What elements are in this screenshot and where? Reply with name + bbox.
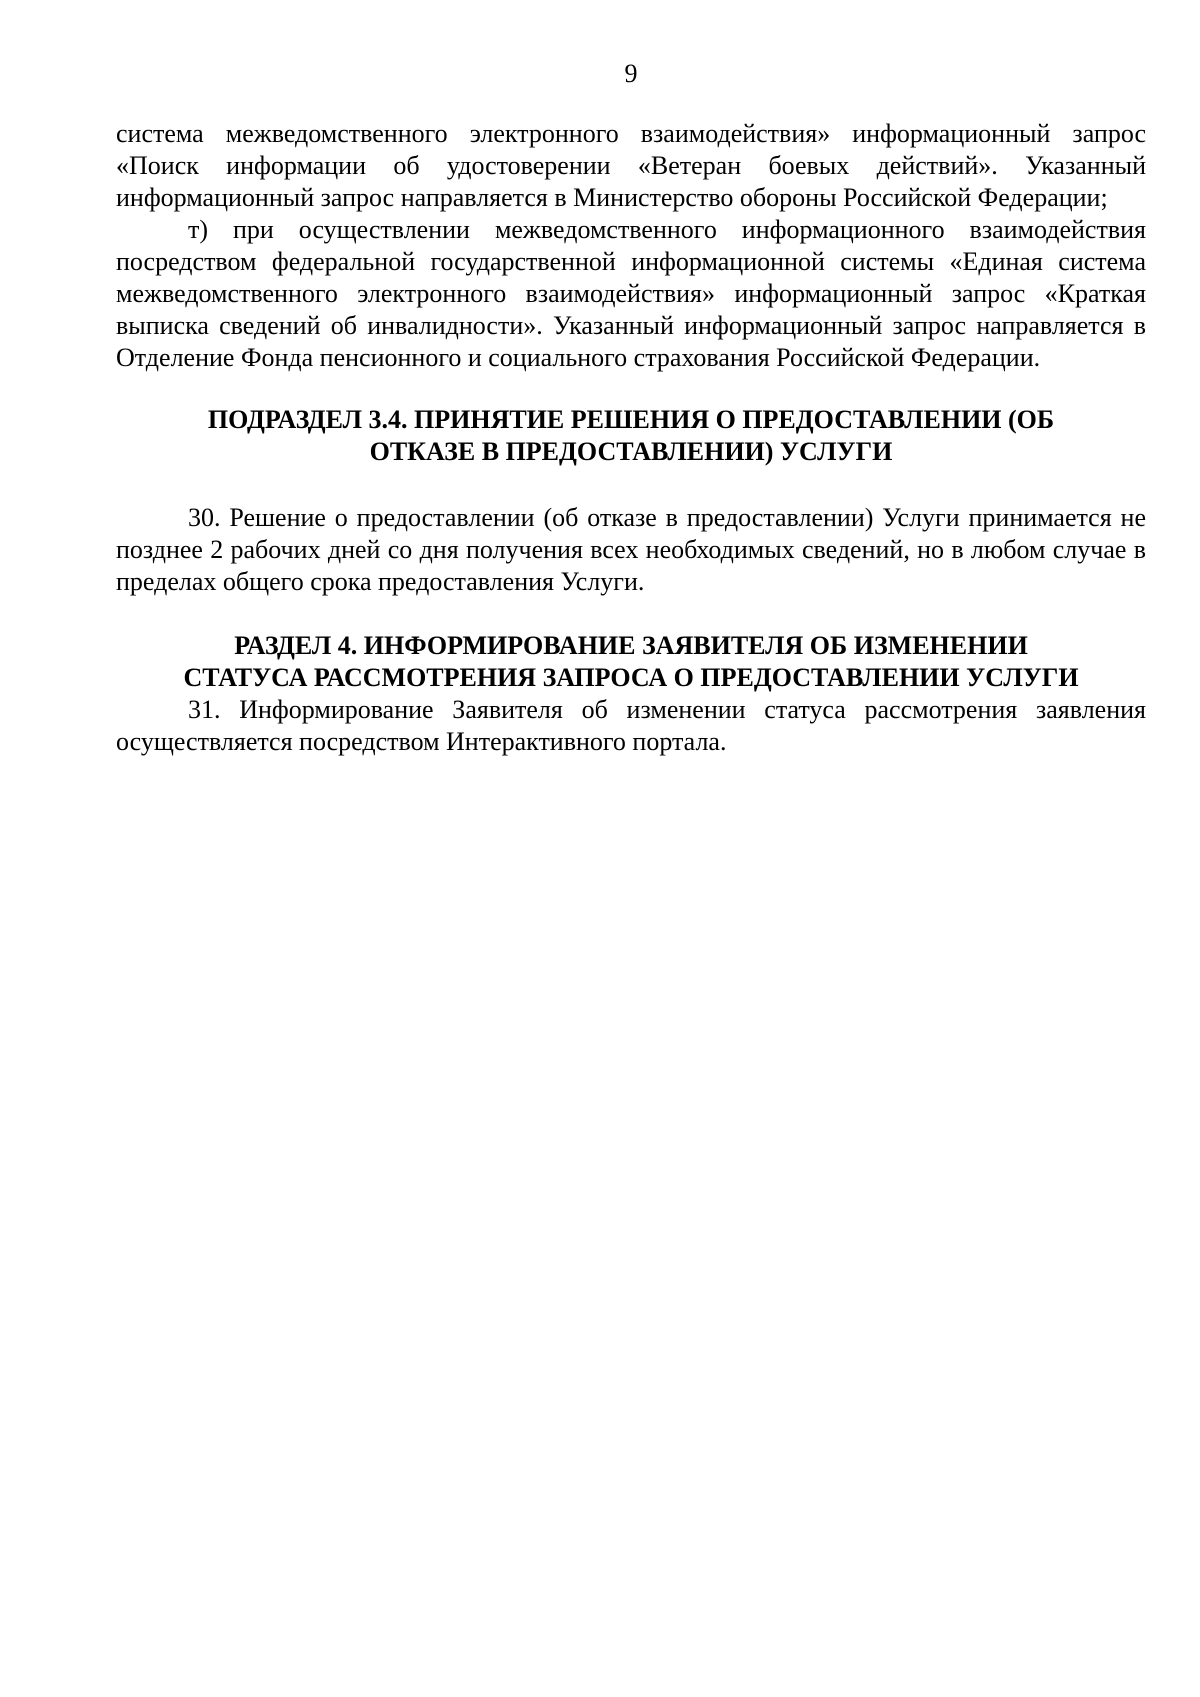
- subsection-heading-3-4: [116, 404, 1146, 468]
- subsection-heading-line-1: ПОДРАЗДЕЛ 3.4. ПРИНЯТИЕ РЕШЕНИЯ О ПРЕДОСТАВЛЕНИИ (ОБ: [207, 405, 1055, 434]
- subsection-heading-line-2: ОТКАЗЕ В ПРЕДОСТАВЛЕНИИ) УСЛУГИ: [369, 437, 893, 466]
- paragraph-item-30: 30. Решение о предоставлении (об отказе в предоставлении) Услуги принимается не позднее 2 рабочих дней со дня получения всех необходимых сведений, но в любом случае в пределах общего срока предоставления Услуги.: [116, 503, 1146, 596]
- page-number: 9: [624, 59, 638, 88]
- section-heading-line-1: РАЗДЕЛ 4. ИНФОРМИРОВАНИЕ ЗАЯВИТЕЛЯ ОБ ИЗМЕНЕНИИ: [234, 631, 1028, 660]
- paragraph-item-t: т) при осуществлении межведомственного информационного взаимодействия посредством федеральной государственной информационной системы «Единая система межведомственного электронного взаимодействия» информационный запрос «Краткая выписка сведений об инвалидности». Указанный информационный запрос направляется в Отделение Фонда пенсионного и социального страхования Российской Федерации.: [116, 215, 1146, 372]
- document-body: [116, 118, 1146, 758]
- paragraph-item-31: 31. Информирование Заявителя об изменении статуса рассмотрения заявления осуществляется посредством Интерактивного портала.: [116, 695, 1146, 756]
- paragraph-continuation: система межведомственного электронного взаимодействия» информационный запрос «Поиск информации об удостоверении «Ветеран боевых действий». Указанный информационный запрос направляется в Министерство обороны Российской Федерации;: [116, 119, 1146, 212]
- section-heading-4: [116, 630, 1146, 694]
- section-heading-line-2: СТАТУСА РАССМОТРЕНИЯ ЗАПРОСА О ПРЕДОСТАВЛЕНИИ УСЛУГИ: [183, 663, 1079, 692]
